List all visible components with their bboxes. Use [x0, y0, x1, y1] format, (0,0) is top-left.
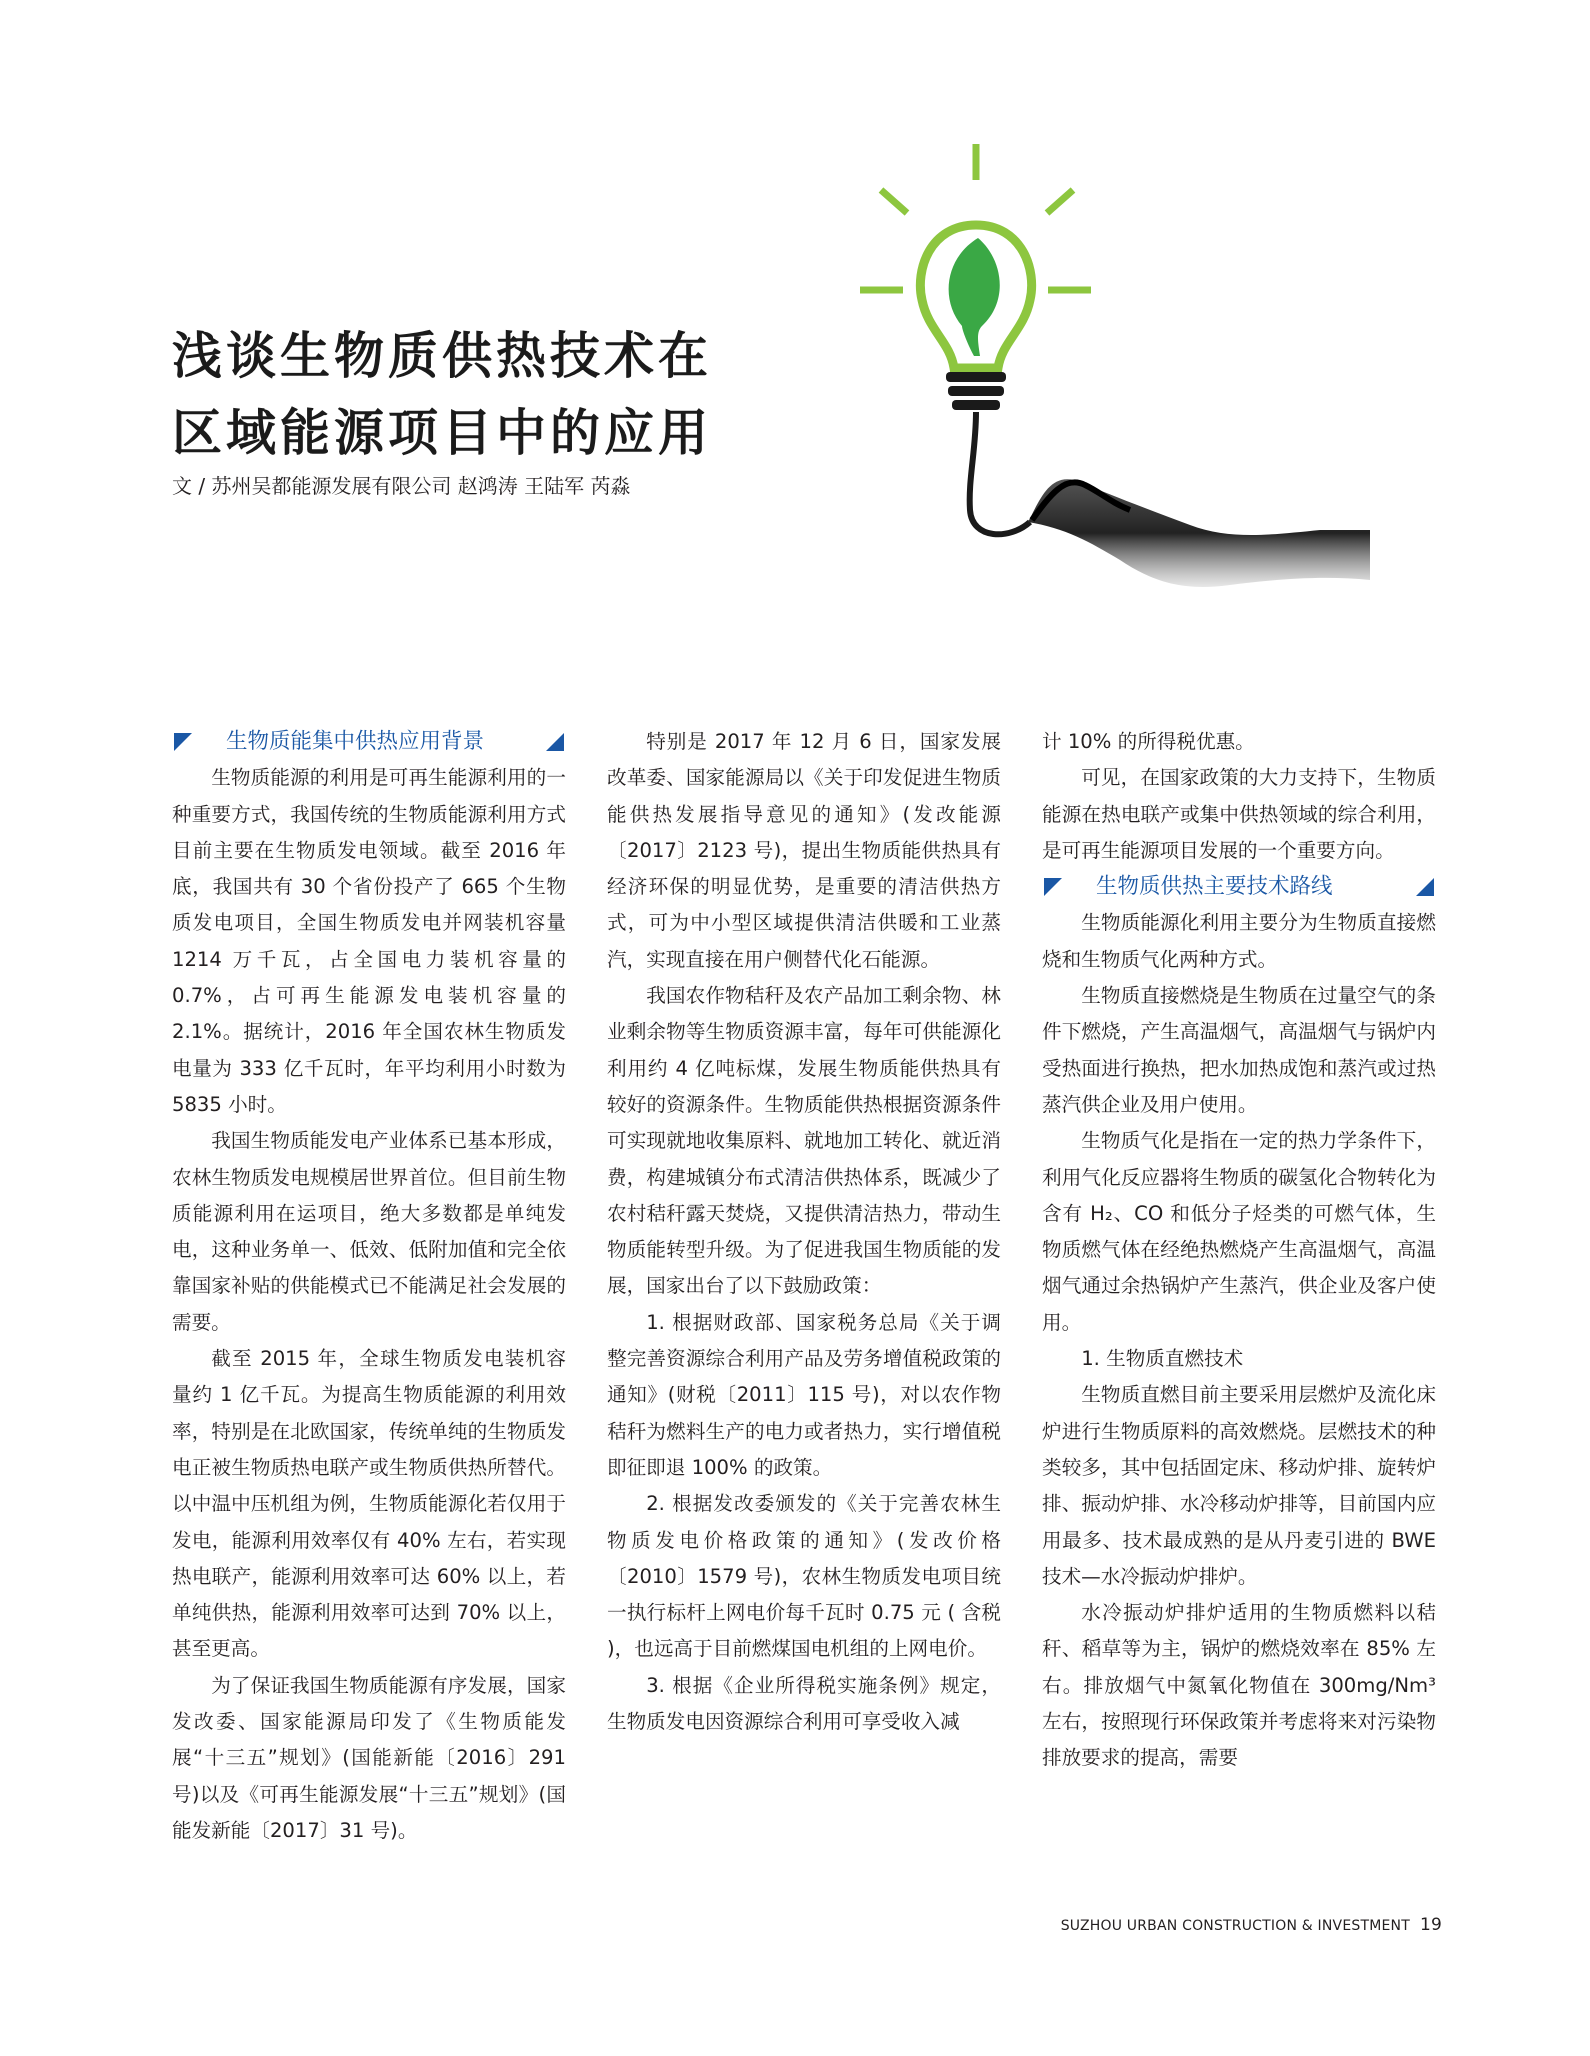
page-number: 19: [1419, 1915, 1442, 1935]
section-heading: 生物质能集中供热应用背景: [172, 724, 566, 760]
paragraph: 为了保证我国生物质能源有序发展，国家发改委、国家能源局印发了《生物质能发展“十三五”规划》(国能新能〔2016〕291 号)以及《可再生能源发展“十三五”规划》(国能发新能〔2017〕31 号)。: [172, 1673, 566, 1842]
paragraph: 计 10% 的所得税优惠。: [1042, 730, 1255, 753]
paragraph: 截至 2015 年，全球生物质发电装机容量约 1 亿千瓦。为提高生物质能源的利用效率，特别是在北欧国家，传统单纯的生物质发电正被生物质热电联产或生物质供热所替代。以中温中压机组为例，生物质能源化若仅用于发电，能源利用效率仅有 40% 左右，若实现热电联产，能源利用效率可达 60% 以上，若单纯供热，能源利用效率可达到 70% 以上，甚至更高。: [172, 1347, 566, 1661]
author-byline: 文 / 苏州吴都能源发展有限公司 赵鸿涛 王陆军 芮淼: [172, 474, 631, 498]
paragraph: 生物质直接燃烧是生物质在过量空气的条件下燃烧，产生高温烟气，高温烟气与锅炉内受热面进行换热，把水加热成饱和蒸汽或过热蒸汽供企业及用户使用。: [1042, 984, 1436, 1116]
paragraph: 我国生物质能发电产业体系已基本形成，农林生物质发电规模居世界首位。但目前生物质能源利用在运项目，绝大多数都是单纯发电，这种业务单一、低效、低附加值和完全依靠国家补贴的供能模式已不能满足社会发展的需要。: [172, 1129, 566, 1334]
paragraph: 生物质气化是指在一定的热力学条件下，利用气化反应器将生物质的碳氢化合物转化为含有 H₂、CO 和低分子烃类的可燃气体，生物质燃气体在经绝热燃烧产生高温烟气，高温烟气通过余热锅炉产生蒸汽，供企业及客户使用。: [1042, 1129, 1436, 1334]
paragraph: 可见，在国家政策的大力支持下，生物质能源在热电联产或集中供热领域的综合利用，是可再生能源项目发展的一个重要方向。: [1042, 766, 1436, 862]
paragraph: 1. 根据财政部、国家税务总局《关于调整完善资源综合利用产品及劳务增值税政策的通知》(财税〔2011〕115 号)，对以农作物秸秆为燃料生产的电力或者热力，实行增值税即征即退 100% 的政策。: [607, 1310, 1001, 1479]
column-3: [1042, 724, 1436, 1777]
paragraph: 特别是 2017 年 12 月 6 日，国家发展改革委、国家能源局以《关于印发促进生物质能供热发展指导意见的通知》(发改能源〔2017〕2123 号)，提出生物质能供热具有经济环保的明显优势，是重要的清洁供热方式，可为中小型区域提供清洁供暖和工业蒸汽，实现直接在用户侧替代化石能源。: [607, 730, 1001, 971]
triangle-marker-icon: [174, 733, 192, 751]
paragraph: 3. 根据《企业所得税实施条例》规定，生物质发电因资源综合利用可享受收入减: [607, 1673, 1001, 1734]
paragraph: 生物质能源化利用主要分为生物质直接燃烧和生物质气化两种方式。: [1042, 911, 1436, 971]
paragraph: 生物质能源的利用是可再生能源利用的一种重要方式，我国传统的生物质能源利用方式目前主要在生物质发电领域。截至 2016 年底，我国共有 30 个省份投产了 665 个生物质发电项目，全国生物质发电并网装机容量 1214 万千瓦，占全国电力装机容量的 0.7%，占可再生能源发电装机容量的 2.1%。据统计，2016 年全国农林生物质发电量为 333 亿千瓦时，年平均利用小时数为 5835 小时。: [172, 766, 566, 1116]
paragraph: 2. 根据发改委颁发的《关于完善农林生物质发电价格政策的通知》(发改价格〔2010〕1579 号)，农林生物质发电项目统一执行标杆上网电价每千瓦时 0.75 元 ( 含税 )，也远高于目前燃煤国电机组的上网电价。: [607, 1492, 1001, 1661]
article-title-line1: 浅谈生物质供热技术在: [172, 327, 712, 385]
article-title: [172, 318, 872, 472]
page-footer: [1061, 1915, 1442, 1935]
column-1: [172, 724, 566, 1849]
article-title-line2: 区域能源项目中的应用: [172, 404, 712, 462]
paragraph: 生物质直燃目前主要采用层燃炉及流化床炉进行生物质原料的高效燃烧。层燃技术的种类较多，其中包括固定床、移动炉排、旋转炉排、振动炉排、水冷移动炉排等，目前国内应用最多、技术最成熟的是从丹麦引进的 BWE 技术—水冷振动炉排炉。: [1042, 1383, 1436, 1588]
paragraph: 我国农作物秸秆及农产品加工剩余物、林业剩余物等生物质资源丰富，每年可供能源化利用约 4 亿吨标煤，发展生物质能供热具有较好的资源条件。生物质能供热根据资源条件可实现就地收集原料、就地加工转化、就近消费，构建城镇分布式清洁供热体系，既减少了农村秸秆露天焚烧，又提供清洁热力，带动生物质能转型升级。为了促进我国生物质能的发展，国家出台了以下鼓励政策：: [607, 984, 1001, 1298]
subheading: 1. 生物质直燃技术: [1081, 1347, 1244, 1371]
light-bulb-leaf-illustration: [850, 130, 1450, 610]
paragraph: 水冷振动炉排炉适用的生物质燃料以秸秆、稻草等为主，锅炉的燃烧效率在 85% 左右。排放烟气中氮氧化物值在 300mg/Nm³ 左右，按照现行环保政策并考虑将来对污染物排放要求的提高，需要: [1042, 1601, 1436, 1770]
section-heading: 生物质供热主要技术路线: [1042, 869, 1436, 905]
magazine-name: SUZHOU URBAN CONSTRUCTION & INVESTMENT: [1060, 1918, 1410, 1934]
triangle-marker-icon: [1044, 878, 1062, 896]
triangle-marker-icon: [546, 733, 564, 751]
triangle-marker-icon: [1416, 878, 1434, 896]
column-2: [607, 724, 1001, 1740]
